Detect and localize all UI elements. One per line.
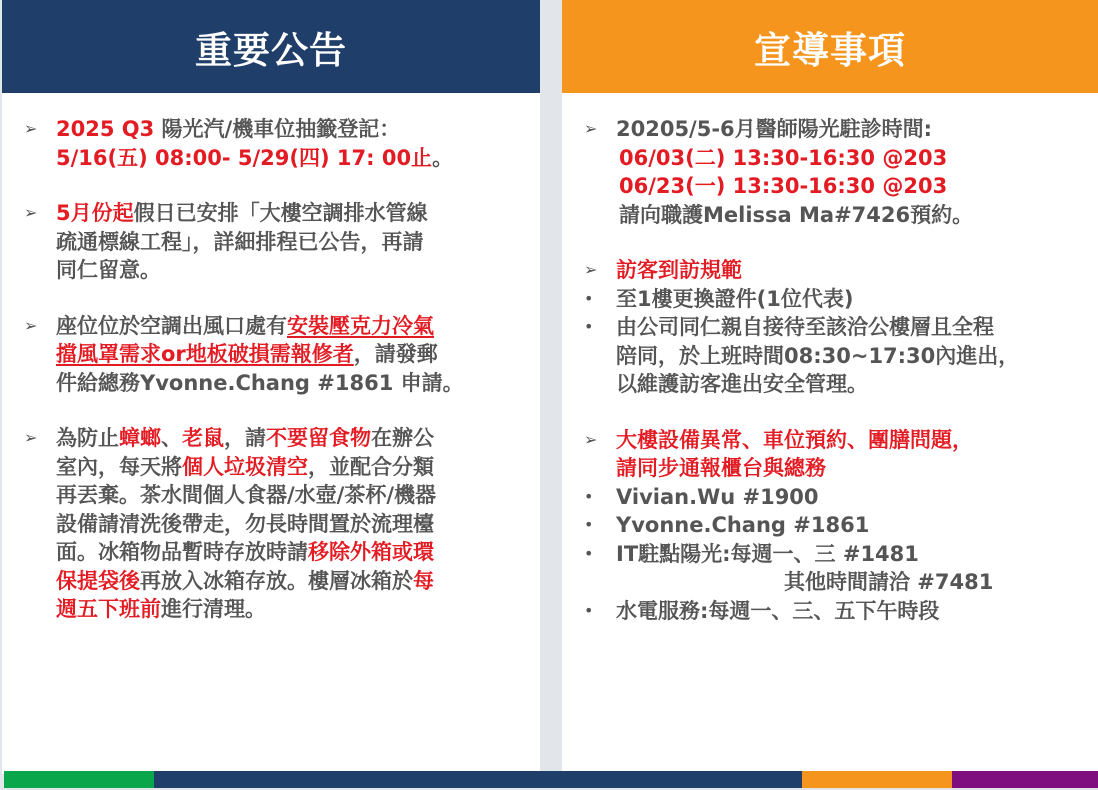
contact-it-text: IT駐點陽光:每週一、三 #1481	[616, 541, 919, 566]
announcement-text: 不要留食物	[266, 426, 371, 450]
announcement-text: 室內，每天將	[56, 454, 182, 479]
arrow-marker-icon: ➢	[584, 260, 598, 279]
advocacy-title: 宣導事項	[754, 28, 906, 72]
announcement-line	[56, 256, 516, 285]
arrow-marker-icon: ➢	[24, 315, 38, 335]
announcement-item	[24, 424, 516, 624]
visitor-item	[584, 256, 1074, 285]
announcement-line	[56, 538, 516, 567]
contact-vivian	[584, 483, 1074, 512]
visitor-bullet-2-line: 由公司同仁親自接待至該洽公樓層且全程	[616, 315, 994, 339]
contact-utility-text: 水電服務:每週一、三、五下午時段	[616, 598, 940, 623]
announcement-text: 2025 Q3	[56, 117, 162, 141]
announcement-line	[56, 312, 516, 341]
announcement-text: 老鼠	[182, 426, 224, 450]
announcement-text: 移除外箱或環	[308, 540, 434, 564]
arrow-marker-icon: ➢	[24, 203, 38, 222]
clinic-note: 請向職護Melissa Ma#7426預約。	[619, 202, 974, 227]
announcement-text: 5月份起	[56, 201, 134, 225]
announcement-line	[56, 510, 516, 539]
contact-yvonne-text: Yvonne.Chang #1861	[616, 513, 870, 537]
announcement-line	[56, 115, 516, 144]
announcement-line	[56, 369, 516, 398]
announcements-title: 重要公告	[195, 28, 347, 72]
visitor-heading: 訪客到訪規範	[616, 258, 742, 282]
visitor-bullet-2-line: 陪同，於上班時間08:30~17:30內進出，	[616, 343, 1020, 368]
announcement-text: 、	[161, 426, 182, 450]
arrow-marker-icon: ➢	[24, 428, 38, 447]
announcement-item	[24, 199, 516, 285]
announcement-text: 面。冰箱物品暫時存放時請	[56, 540, 308, 564]
arrow-marker-icon: ➢	[584, 119, 598, 138]
bullet-icon: •	[584, 543, 594, 563]
visitor-bullet-2-line: 以維護訪客進出安全管理。	[616, 372, 868, 396]
announcement-text: 蟑螂	[119, 426, 161, 450]
announcement-text: 設備請清洗後帶走，勿長時間置於流理檯	[56, 511, 434, 536]
advocacy-header	[562, 0, 1098, 93]
announcement-line	[56, 199, 516, 228]
announcement-line	[56, 453, 516, 482]
announcement-item	[24, 115, 516, 172]
announcement-text: 5/16(五) 08:00- 5/29(四) 17: 00止	[56, 145, 433, 170]
announcement-line	[56, 340, 516, 369]
bullet-icon: •	[584, 486, 594, 506]
announcements-header	[2, 0, 540, 93]
contact-yvonne	[584, 511, 1074, 540]
clinic-item	[584, 115, 1074, 229]
contact-utility	[584, 597, 1074, 626]
announcements-list	[2, 93, 540, 624]
announcement-text: 同仁留意。	[56, 258, 161, 282]
facility-heading-line: 請同步通報櫃台與總務	[616, 456, 826, 480]
visitor-bullet-2	[584, 313, 1074, 399]
important-announcements-panel	[2, 0, 540, 774]
strip-orange	[802, 771, 952, 788]
strip-purple	[952, 771, 1098, 788]
strip-green	[4, 771, 154, 788]
facility-item	[584, 426, 1074, 483]
bullet-icon: •	[584, 600, 594, 620]
announcement-text: 件給總務Yvonne.Chang #1861 申請。	[56, 370, 464, 395]
announcement-text: 座位位於空調出風口處有	[56, 313, 287, 338]
announcement-text: 為防止	[56, 426, 119, 450]
announcement-line	[56, 595, 516, 624]
announcement-text: ，請發郵	[353, 342, 438, 366]
announcement-text: 個人垃圾清空	[182, 454, 308, 479]
announcement-text: 每	[413, 568, 434, 593]
announcement-line	[56, 481, 516, 510]
advocacy-panel	[562, 0, 1098, 774]
clinic-slot-2: 06/23(一) 13:30-16:30 @203	[619, 174, 948, 198]
bullet-icon: •	[584, 515, 594, 534]
announcement-line	[56, 228, 516, 257]
bullet-icon: •	[584, 288, 594, 308]
contact-it	[584, 540, 1074, 597]
announcement-text: 假日已安排「大樓空調排水管線	[133, 201, 428, 225]
announcement-line	[56, 567, 516, 596]
clinic-heading: 20205/5-6月醫師陽光駐診時間:	[616, 117, 933, 141]
announcement-line	[56, 144, 516, 173]
announcement-text: 進行清理。	[161, 597, 266, 621]
announcement-text: 在辦公	[371, 426, 434, 450]
facility-heading-line: 大樓設備異常、車位預約、團膳問題，	[616, 427, 973, 452]
strip-navy	[154, 771, 802, 788]
announcement-text: 疏通標線工程」，詳細排程已公告，再請	[56, 229, 424, 254]
clinic-slot-1: 06/03(二) 13:30-16:30 @203	[619, 145, 948, 170]
announcement-text: 安裝壓克力冷氣	[287, 313, 434, 338]
visitor-bullet-1-text: 至1樓更換證件(1位代表)	[616, 286, 854, 311]
announcement-text: 再放入冰箱存放。樓層冰箱於	[140, 568, 413, 593]
announcement-line	[56, 424, 516, 453]
announcement-text: ，並配合分類	[308, 454, 434, 479]
arrow-marker-icon: ➢	[584, 429, 598, 449]
contact-it-other-text: 其他時間請洽 #7481	[784, 570, 994, 594]
announcement-text: 。	[432, 145, 454, 170]
announcement-text: 保提袋後	[56, 568, 140, 593]
announcement-text: ，請	[224, 426, 266, 450]
announcement-item	[24, 312, 516, 398]
bullet-icon: •	[584, 317, 594, 336]
arrow-marker-icon: ➢	[24, 119, 38, 138]
announcement-text: 週五下班前	[56, 597, 161, 621]
announcement-text: 再丟棄。茶水間個人食器/水壺/茶杯/機器	[56, 483, 437, 507]
visitor-bullet-1	[584, 285, 1074, 314]
advocacy-list	[562, 93, 1098, 625]
color-strip	[4, 771, 1098, 788]
announcement-text: 陽光汽/機車位抽籤登記：	[161, 117, 401, 141]
contact-vivian-text: Vivian.Wu #1900	[616, 484, 819, 509]
announcement-text: 擋風罩需求or地板破損需報修者	[56, 342, 354, 366]
